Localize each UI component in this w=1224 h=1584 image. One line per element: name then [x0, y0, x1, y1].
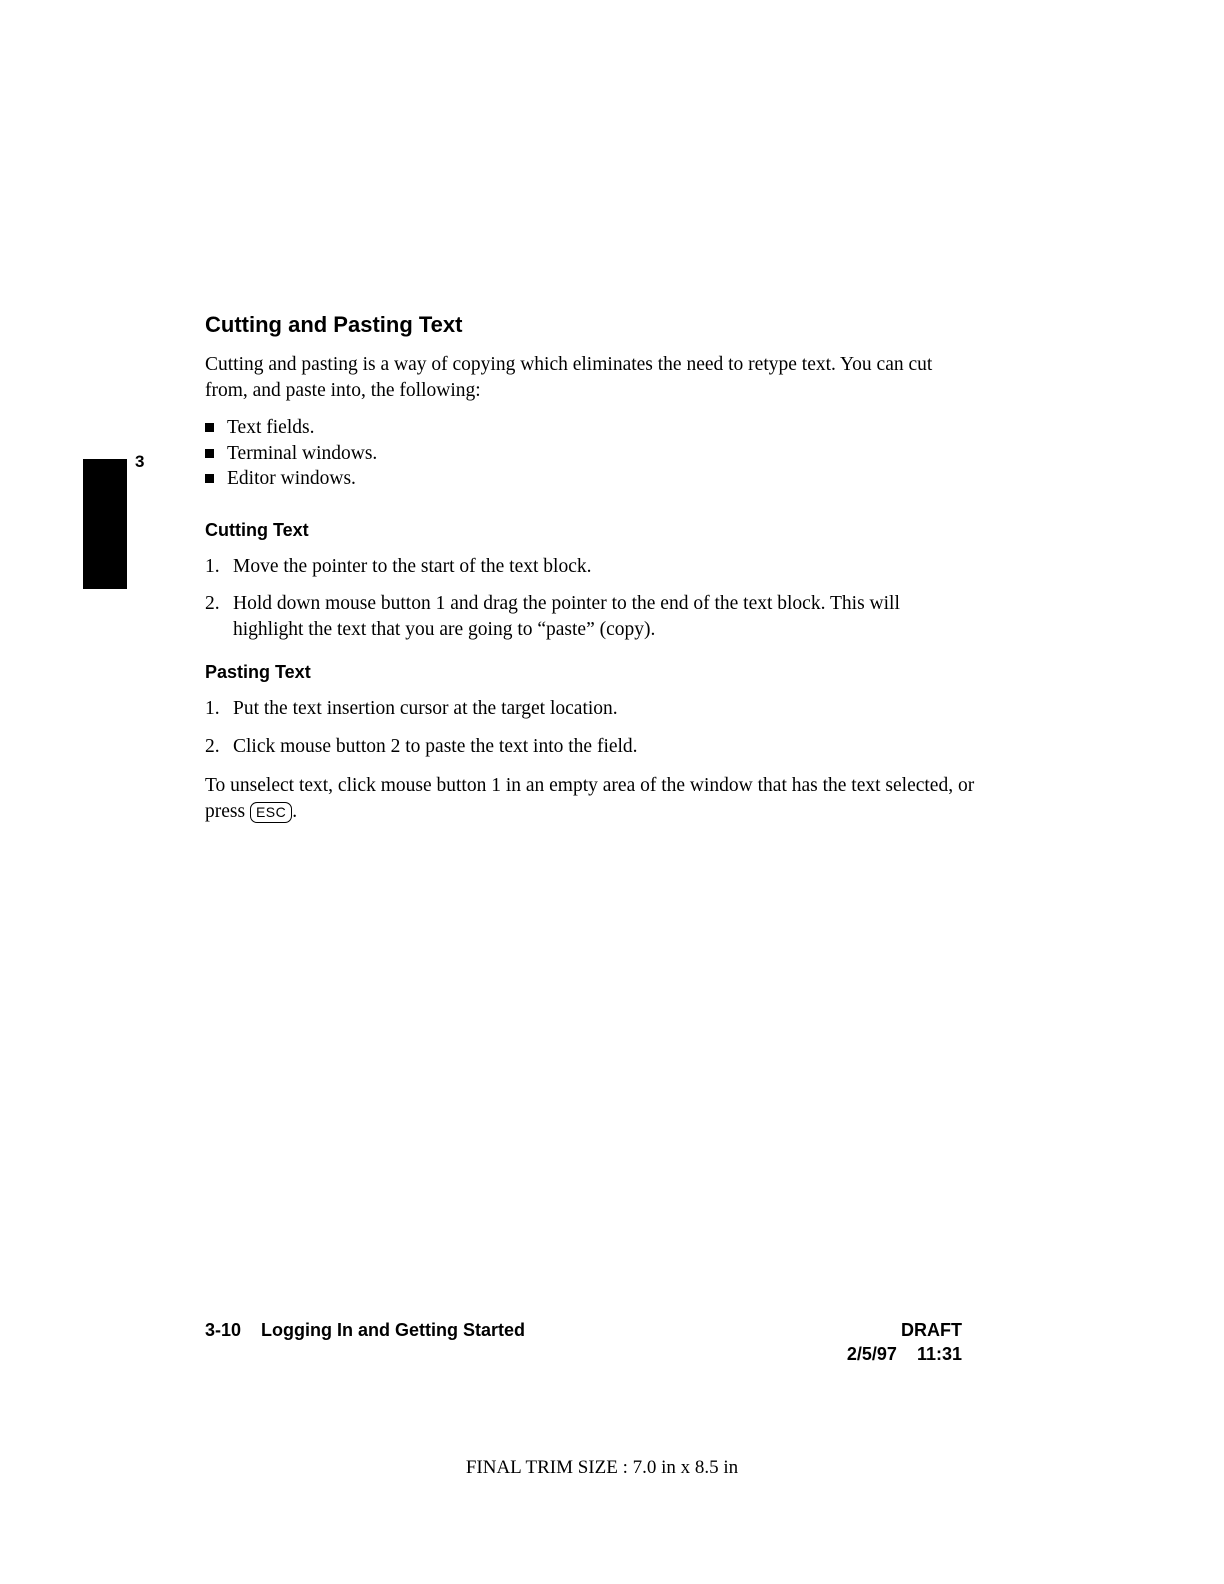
list-item	[205, 466, 975, 492]
bullet-list	[205, 415, 975, 492]
chapter-number: 3	[135, 452, 145, 471]
step-text: Hold down mouse button 1 and drag the pointer to the end of the text block. This will highlight the text that you are going to “paste” (copy).	[233, 593, 900, 640]
main-content	[205, 310, 975, 824]
page-number: 3-10	[205, 1320, 242, 1340]
step-number: 1.	[205, 555, 220, 577]
esc-key-cap: ESC	[250, 802, 292, 823]
footer-draft-stamp	[847, 1318, 962, 1366]
pasting-steps	[205, 696, 975, 759]
draft-label: DRAFT	[901, 1320, 962, 1340]
cutting-steps	[205, 554, 975, 643]
draft-date: 2/5/97	[846, 1344, 897, 1364]
chapter-thumb-tab	[83, 459, 127, 589]
trim-size-note: FINAL TRIM SIZE : 7.0 in x 8.5 in	[465, 1457, 739, 1478]
draft-datetime	[847, 1342, 962, 1366]
step-text: Click mouse button 2 to paste the text into the field.	[233, 735, 638, 757]
book-title: Logging In and Getting Started	[261, 1320, 526, 1340]
step-text: Move the pointer to the start of the text block.	[233, 555, 592, 577]
bullet-square-icon	[205, 449, 214, 458]
step-item	[205, 554, 975, 580]
list-item	[205, 441, 975, 467]
step-item	[205, 696, 975, 722]
intro-paragraph: Cutting and pasting is a way of copying which eliminates the need to retype text. You can cut from, and paste into, the following:	[205, 354, 933, 401]
section-title: Cutting and Pasting Text	[205, 312, 463, 337]
pasting-text-heading: Pasting Text	[205, 662, 311, 682]
footer-running-head	[205, 1318, 525, 1342]
step-text: Put the text insertion cursor at the target location.	[233, 698, 618, 719]
step-number: 2.	[205, 593, 220, 614]
step-number: 2.	[205, 735, 220, 757]
list-item-text: Editor windows.	[227, 468, 356, 489]
draft-time: 11:31	[916, 1344, 962, 1364]
step-item	[205, 591, 975, 642]
list-item-text: Text fields.	[227, 417, 315, 438]
bullet-square-icon	[205, 474, 214, 483]
cutting-text-heading: Cutting Text	[205, 519, 309, 540]
closing-paragraph	[205, 773, 975, 824]
list-item	[205, 415, 975, 441]
step-number: 1.	[205, 698, 220, 719]
closing-period: .	[292, 800, 298, 822]
list-item-text: Terminal windows.	[227, 442, 378, 464]
closing-text: To unselect text, click mouse button 1 in an empty area of the window that has the text selected, or press	[205, 775, 975, 822]
bullet-square-icon	[205, 423, 214, 432]
step-item	[205, 734, 975, 760]
